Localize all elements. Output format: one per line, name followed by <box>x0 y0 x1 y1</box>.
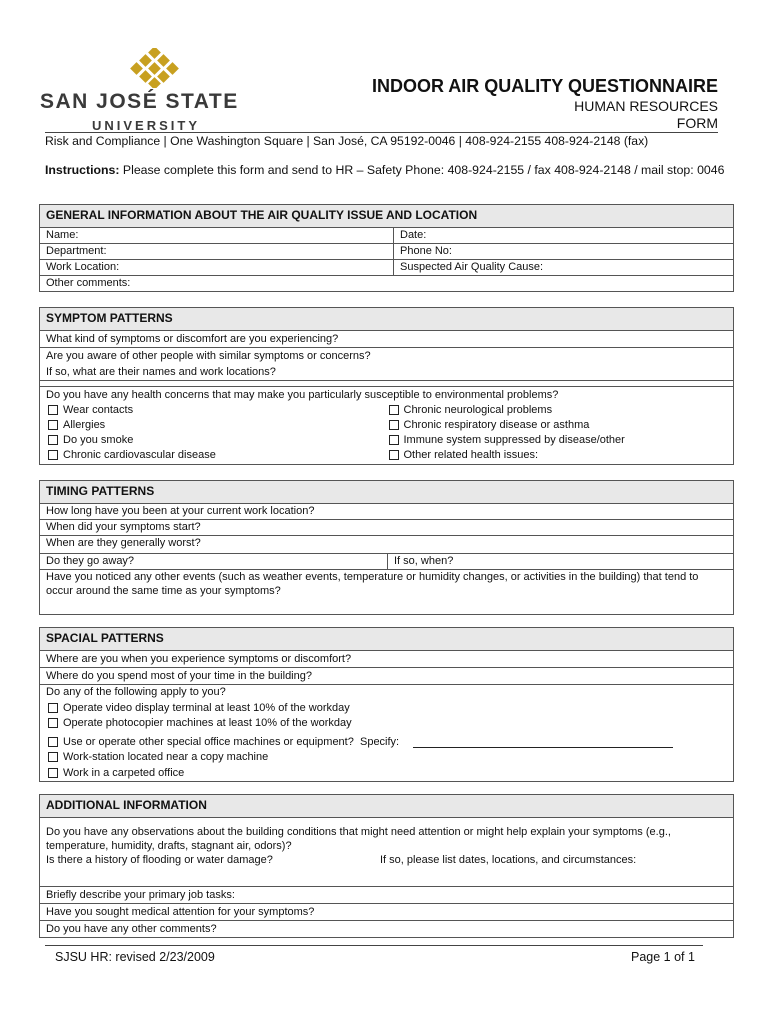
section-additional <box>39 794 734 938</box>
spacial-q3: Do any of the following apply to you? <box>46 686 226 698</box>
option-smoke[interactable] <box>46 433 387 448</box>
additional-q1[interactable]: Do you have any observations about the building conditions that might need attention or might help explain your symptoms (e.g., temperature, humidity, drafts, stagnant air, odors)? <box>46 826 671 852</box>
option-respiratory[interactable] <box>387 418 728 433</box>
option-photocopier[interactable] <box>46 716 727 732</box>
additional-q4[interactable]: Have you sought medical attention for your symptoms? <box>40 904 733 921</box>
spacial-options <box>40 685 733 781</box>
section-general-heading: GENERAL INFORMATION ABOUT THE AIR QUALITY ISSUE AND LOCATION <box>40 205 733 228</box>
section-general <box>39 204 734 292</box>
university-logo <box>40 48 270 138</box>
footer-revision: SJSU HR: revised 2/23/2009 <box>55 950 215 964</box>
option-immune[interactable] <box>387 433 728 448</box>
general-row-1 <box>40 228 733 244</box>
symptom-q2[interactable]: Are you aware of other people with similar symptoms or concerns? <box>46 350 371 362</box>
health-row-3 <box>46 433 727 448</box>
additional-q2b[interactable]: If so, please list dates, locations, and circumstances: <box>380 854 637 866</box>
other-comments-field[interactable]: Other comments: <box>46 277 131 289</box>
option-label: Operate photocopier machines at least 10% of the workday <box>63 717 352 729</box>
specify-label: Specify: <box>359 735 400 748</box>
option-label: Wear contacts <box>63 404 134 416</box>
name-field[interactable]: Name: <box>40 228 394 243</box>
address-line: Risk and Compliance | One Washington Square | San José, CA 95192-0046 | 408-924-2155 408-924-2148 (fax) <box>45 132 718 148</box>
instructions <box>45 162 725 178</box>
instructions-label: Instructions: <box>45 163 120 177</box>
option-label: Chronic neurological problems <box>403 404 553 416</box>
checkbox[interactable] <box>48 450 58 460</box>
option-label: Do you smoke <box>63 434 134 446</box>
option-video-terminal[interactable] <box>46 701 727 717</box>
spacer <box>40 818 733 825</box>
section-spacial-heading: SPACIAL PATTERNS <box>40 628 733 651</box>
option-other-health[interactable] <box>387 448 728 463</box>
checkbox[interactable] <box>48 405 58 415</box>
option-label: Work-station located near a copy machine <box>63 751 269 763</box>
health-row-4 <box>46 448 727 463</box>
option-cardiovascular[interactable] <box>46 448 387 463</box>
option-neurological[interactable] <box>387 403 728 418</box>
section-timing <box>39 480 734 615</box>
checkbox[interactable] <box>48 420 58 430</box>
option-wear-contacts[interactable] <box>46 403 387 418</box>
additional-q5[interactable]: Do you have any other comments? <box>46 923 217 935</box>
checkbox[interactable] <box>48 737 58 747</box>
department-field[interactable]: Department: <box>40 244 394 259</box>
checkbox[interactable] <box>389 435 399 445</box>
section-additional-heading: ADDITIONAL INFORMATION <box>40 795 733 818</box>
specify-input[interactable] <box>413 737 673 748</box>
checkbox[interactable] <box>48 703 58 713</box>
timing-q5[interactable]: Have you noticed any other events (such as weather events, temperature or humidity changes, or activities in the building) that tend to occur around the same time as your symptoms? <box>46 571 699 597</box>
option-allergies[interactable] <box>46 418 387 433</box>
option-label: Operate video display terminal at least 10% of the workday <box>63 701 350 714</box>
option-label: Allergies <box>63 419 106 431</box>
option-label: Work in a carpeted office <box>63 766 185 779</box>
checkbox[interactable] <box>48 718 58 728</box>
section-symptom-heading: SYMPTOM PATTERNS <box>40 308 733 331</box>
checkbox[interactable] <box>389 405 399 415</box>
health-row-1 <box>46 403 727 418</box>
form-title: INDOOR AIR QUALITY QUESTIONNAIRE <box>371 76 718 96</box>
checkbox[interactable] <box>48 435 58 445</box>
symptom-q3[interactable]: If so, what are their names and work locations? <box>40 364 733 381</box>
option-carpeted[interactable] <box>46 766 727 782</box>
option-special-machines[interactable] <box>46 735 727 751</box>
option-label: Chronic cardiovascular disease <box>63 449 216 461</box>
form-type: FORM <box>676 115 718 131</box>
timing-q2[interactable]: When did your symptoms start? <box>40 520 733 536</box>
footer-page-number: Page 1 of 1 <box>631 950 695 964</box>
timing-q4b[interactable]: If so, when? <box>394 555 454 567</box>
additional-q2[interactable]: Is there a history of flooding or water damage? <box>46 854 273 866</box>
checkbox[interactable] <box>48 752 58 762</box>
section-timing-heading: TIMING PATTERNS <box>40 481 733 504</box>
timing-q4[interactable]: Do they go away? <box>40 554 388 569</box>
checkbox[interactable] <box>389 420 399 430</box>
spacial-q2[interactable]: Where do you spend most of your time in the building? <box>40 668 733 685</box>
section-symptom <box>39 307 734 465</box>
general-row-2 <box>40 244 733 260</box>
logo-text-line1: SAN JOSÉ STATE <box>40 90 239 113</box>
work-location-field[interactable]: Work Location: <box>40 260 394 275</box>
additional-q3[interactable]: Briefly describe your primary job tasks: <box>40 887 733 904</box>
section-spacial <box>39 627 734 782</box>
symptom-q4: Do you have any health concerns that may make you particularly susceptible to environmental problems? <box>46 389 559 401</box>
footer-divider <box>45 945 703 946</box>
health-options <box>40 403 733 464</box>
symptom-q1[interactable]: What kind of symptoms or discomfort are you experiencing? <box>40 331 733 348</box>
additional-row-2 <box>40 853 733 887</box>
cause-field[interactable]: Suspected Air Quality Cause: <box>400 261 544 273</box>
timing-row-4 <box>40 554 733 570</box>
date-field[interactable]: Date: <box>400 229 427 241</box>
phone-field[interactable]: Phone No: <box>400 245 452 257</box>
option-copy-machine[interactable] <box>46 750 727 766</box>
form-department: HUMAN RESOURCES <box>574 98 718 114</box>
checkbox[interactable] <box>48 768 58 778</box>
option-label: Other related health issues: <box>403 449 539 461</box>
timing-q1[interactable]: How long have you been at your current work location? <box>40 504 733 520</box>
general-row-3 <box>40 260 733 276</box>
spacial-q1[interactable]: Where are you when you experience symptoms or discomfort? <box>40 651 733 668</box>
checkbox[interactable] <box>389 450 399 460</box>
option-label: Use or operate other special office machines or equipment? <box>63 735 354 748</box>
logo-text-line2: UNIVERSITY <box>92 118 201 133</box>
timing-q3[interactable]: When are they generally worst? <box>40 536 733 554</box>
option-label: Chronic respiratory disease or asthma <box>403 419 590 431</box>
instructions-text: Please complete this form and send to HR – Safety Phone: 408-924-2155 / fax 408-924-2148 / mail stop: 0046 <box>119 163 725 177</box>
health-row-2 <box>46 418 727 433</box>
logo-mark-icon <box>125 48 185 88</box>
option-label: Immune system suppressed by disease/other <box>403 434 625 446</box>
